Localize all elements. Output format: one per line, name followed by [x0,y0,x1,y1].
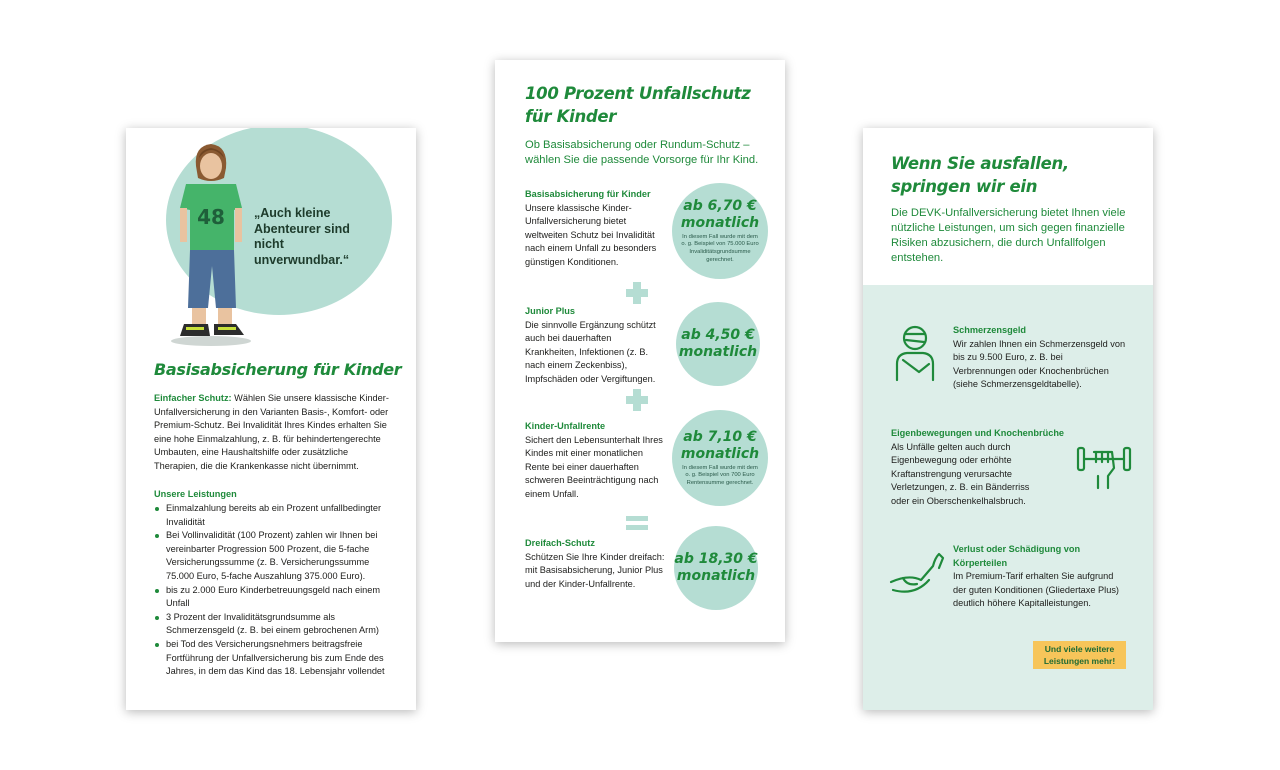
list-item: Einmalzahlung bereits ab ein Prozent unfallbedingter Invalidität [154,502,394,529]
intro-text: Wählen Sie unsere klassische Kinder-Unfallversicherung in den Varianten Basis-, Komfort- oder Premium-Schutz. Bei Invalidität Ihres Kindes erhalten Sie eine hohe Einmalzahlung, z. B. für behindertengerechte Umbauten, eine Haushaltshilfe oder zusätzliche Therapien, die die Krankenkasse nicht übernimmt. [154,393,389,471]
intro-label: Einfacher Schutz: [154,393,232,403]
benefits-list [154,502,394,679]
price-note: In diesem Fall wurde mit dem o. g. Beispiel von 700 Euro Rentensumme gerechnet. [682,464,758,486]
panel-title [891,152,1069,198]
title-line-2: für Kinder [525,107,617,126]
title-line-1: Wenn Sie ausfallen, [891,154,1069,173]
product-text: Schützen Sie Ihre Kinder dreifach: mit Basisabsicherung, Junior Plus und der Kinder-Unfallrente. [525,551,665,589]
dumbbell-fist-icon [1076,438,1132,490]
flexed-arm-icon [889,550,945,598]
section-heading: Basisabsicherung für Kinder [154,360,402,379]
product-heading: Junior Plus [525,306,576,316]
equals-icon [626,516,648,530]
list-item: bis zu 2.000 Euro Kinderbetreuungsgeld nach einem Unfall [154,584,394,611]
benefit-heading: Verlust oder Schädigung von Körperteilen [953,544,1081,568]
product-basis [525,188,665,270]
price-period: monatlich [678,344,758,360]
price-period: monatlich [680,445,760,462]
list-item: 3 Prozent der Invaliditätsgrundsumme als Schmerzensgeld (z. B. bei einem gebrochenen Arm) [154,611,394,638]
intro-paragraph [154,392,394,474]
product-kinder-unfallrente [525,420,665,502]
product-heading: Basisabsicherung für Kinder [525,189,651,199]
child-photo [156,138,266,348]
shirt-number: 48 [197,205,225,229]
product-heading: Dreifach-Schutz [525,538,595,548]
benefit-text: Wir zahlen Ihnen ein Schmerzensgeld von bis zu 9.500 Euro, z. B. bei Verbrennungen oder Knochenbrüchen (siehe Schmerzensgeldtabelle). [953,338,1126,390]
benefit-heading: Schmerzensgeld [953,325,1027,335]
title-line-1: 100 Prozent Unfallschutz [525,84,751,103]
plus-icon [626,282,648,304]
list-item: Bei Vollinvalidität (100 Prozent) zahlen wir Ihnen bei vereinbarter Progression 500 Prozent, die 5-fache Versicherungssumme (z. B. Versicherungssumme 75.000 Euro, 5-fache Auszahlung 375.000 Euro). [154,529,394,583]
price-circle [672,183,768,279]
price-period: monatlich [676,568,756,584]
price-value: ab 7,10 € [683,428,757,445]
price-circle [674,526,758,610]
price-value: ab 4,50 € [681,327,755,343]
more-line-2: Leistungen mehr! [1043,656,1116,666]
panel-subtitle: Die DEVK-Unfallversicherung bietet Ihnen viele nützliche Leistungen, um sich gegen finanzielle Risiken abzusichern, die durch Unfallfolgen entstehen. [891,207,1126,264]
price-period: monatlich [680,214,760,231]
price-circle [676,302,760,386]
price-value: ab 6,70 € [683,197,757,214]
price-value: ab 18,30 € [674,551,758,567]
product-heading: Kinder-Unfallrente [525,421,606,431]
benefit-schmerzensgeld [953,324,1128,392]
injured-person-icon [889,324,939,382]
benefit-eigenbewegungen [891,427,1071,509]
more-line-1: Und viele weitere [1044,644,1115,654]
price-note: In diesem Fall wurde mit dem o. g. Beispiel von 75.000 Euro Invaliditätsgrundsumme gerechnet. [681,233,759,263]
title-line-2: springen wir ein [891,177,1038,196]
plus-icon [626,389,648,411]
flyer-panel-products [495,60,785,642]
product-junior-plus [525,305,665,387]
product-text: Die sinnvolle Ergänzung schützt auch bei dauerhaften Krankheiten, Infektionen (z. B. nach einem Zeckenbiss), Impfschäden oder Vergiftungen. [525,319,656,384]
panel-title [525,82,751,128]
benefit-koerperteile [953,543,1128,611]
product-text: Sichert den Lebensunterhalt Ihres Kindes mit einer monatlichen Rente bei einer dauerhaften schweren Beeinträchtigung nach einem Unfall. [525,434,663,499]
benefit-text: Als Unfälle gelten auch durch Eigenbewegung oder erhöhte Kraftanstrengung verursachte Verletzungen, z. B. ein Bänderriss oder ein Oberschenkelhalsbruch. [891,441,1030,506]
flyer-panel-benefits [863,128,1153,710]
flyer-panel-basis [126,128,416,710]
benefit-text: Im Premium-Tarif erhalten Sie aufgrund der guten Konditionen (Gliedertaxe Plus) deutlich höhere Kapitalleistungen. [953,571,1119,609]
product-dreifach-schutz [525,537,665,591]
benefit-heading: Eigenbewegungen und Knochenbrüche [891,428,1065,438]
list-heading: Unsere Leistungen [154,489,237,499]
list-item: bei Tod des Versicherungsnehmers beitragsfreie Fortführung der Unfallversicherung bis zum Ende des Jahres, in dem das Kind das 18. Lebensjahr vollendet [154,638,394,679]
panel-subtitle: Ob Basisabsicherung oder Rundum-Schutz – wählen Sie die passende Vorsorge für Ihr Kind. [525,139,759,166]
more-benefits-badge[interactable] [1033,641,1126,669]
product-text: Unsere klassische Kinder-Unfallversicherung bietet weltweiten Schutz bei Invalidität nach einem Unfall zu besonders günstigen Konditionen. [525,202,657,267]
price-circle [672,410,768,506]
quote-text: „Auch kleine Abenteurer sind nicht unverwundbar.“ [254,206,350,267]
